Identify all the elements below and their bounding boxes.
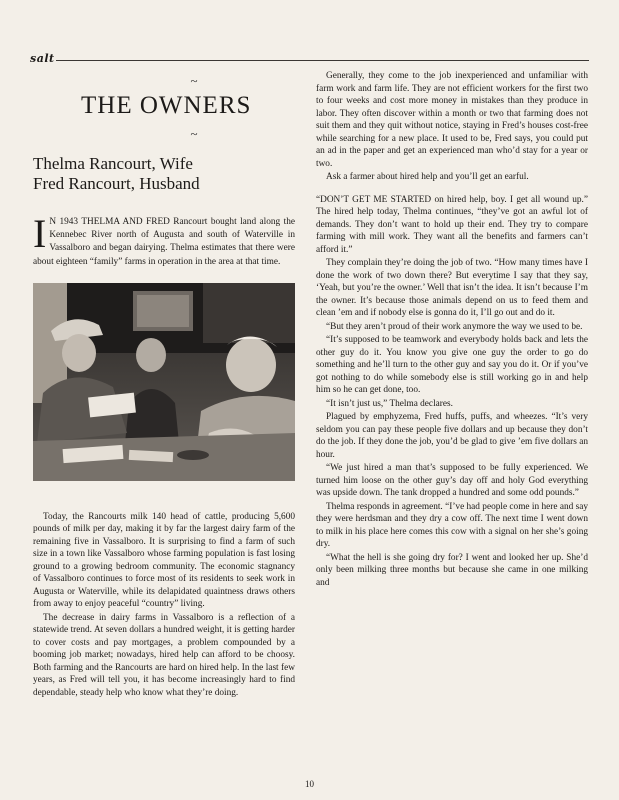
right-paragraph: “But they aren’t proud of their work anymore the way we used to be.	[326, 321, 583, 332]
right-paragraph: “It’s supposed to be teamwork and everybody holds back and lets the other guy do it. You know you give one guy the order to go do something and he’ll turn to the other guy and say you do it. Or if you’ve got nothing to do while somebody else is still working go in and help him so he can get done, too.	[316, 335, 588, 395]
header-rule	[56, 60, 589, 61]
right-paragraph: “DON’T GET ME STARTED on hired help, boy. I get all wound up.” The hired help today, Thelma continues, “they’ve got an awful lot of demands. They don’t want to hold up their end. They try to compare farming with mill work. They want all the benefits and farmers can’t afford it.”	[316, 194, 588, 255]
left-body-text	[33, 511, 295, 700]
subtitle-line-2: Fred Rancourt, Husband	[33, 174, 200, 193]
intro-paragraph	[33, 211, 295, 269]
left-column	[33, 70, 295, 700]
right-paragraph: Generally, they come to the job inexperienced and unfamiliar with farm work and farm life. They are not efficient workers for the first two to four weeks and cost more money in mistakes than they produce in labor. They often discover within a month or two that farming does not suit them and they quit without notice, staying in Fred’s houses cost-free while searching for a new place. It used to be, Fred says, you could put an ad in the paper and get an experienced man who’d stay for a year or two.	[316, 71, 588, 169]
right-paragraph: “We just hired a man that’s supposed to be fully experienced. We turned him loose on the other guy’s day off and holy God everything was upside down. The tank dropped a hundred and some odd pounds.”	[316, 463, 588, 498]
right-paragraph: Plagued by emphyzema, Fred huffs, puffs, and wheezes. “It’s very seldom you can pay these people five dollars and up because they don’t do the job. If they done the job, you’d be glad to give ’em five dollars an hour.	[316, 412, 588, 460]
right-paragraph: Thelma responds in agreement. “I’ve had people come in here and say they were herdsman and they dry a cow off. The next time I went down to milk in his place here comes this cow with a signal on her she’s going dry.	[316, 501, 588, 549]
intro-text: N 1943 THELMA AND FRED Rancourt bought land along the Kennebec River north of Augusta and south of Waterville in Vassalboro and began dairying. Thelma estimates that there were about eighteen “family” farms in operation in the area at that time.	[33, 217, 295, 267]
left-paragraph: The decrease in dairy farms in Vassalboro is a reflection of a statewide trend. At seven dollars a hundred weight, it is getting harder to cover costs and pay mortgages, a problem compounded by a booming job market; nowadays, hired help can afford to be choosy. Both farming and the Rancourts are hard on hired help. In the last few years, as Fred will tell you, it has become increasingly hard to find dependable, steady help who know what they’re doing.	[33, 612, 295, 698]
title-ornament-bottom: ~	[190, 126, 198, 141]
right-paragraph: “It isn’t just us,” Thelma declares.	[326, 398, 453, 409]
page-number: 10	[305, 779, 314, 789]
right-column	[316, 70, 588, 590]
photo-illustration	[33, 283, 295, 481]
section-title: THE OWNERS	[81, 92, 252, 119]
article-subtitle	[33, 154, 295, 194]
right-paragraph: Ask a farmer about hired help and you’ll get an earful.	[326, 172, 529, 182]
right-paragraph: They complain they’re doing the job of two. “How many times have I done the work of two down there? But everytime I say that they say, ‘Yeah, but you’re the owner.’ Well that isn’t the idea. It isn’t because I’m the owner. It’s because those animals depend on us to feed them and clean ’em and if nobody else is gonna do it, I’ll go out and do it.	[316, 258, 588, 318]
title-ornament-top: ~	[190, 73, 198, 88]
kitchen-table-photo	[33, 283, 295, 481]
subtitle-line-1: Thelma Rancourt, Wife	[33, 154, 193, 173]
magazine-logo: salt	[30, 52, 55, 65]
left-paragraph: Today, the Rancourts milk 140 head of cattle, producing 5,600 pounds of milk per day, making it by far the largest dairy farm of the remaining five in Vassalboro. It is surprising to find a farm of such size in a town like Vassalboro whose farming population is fast losing ground to a growing bedroom community. The economic stagnancy of Vassalboro continues to force most of its residents to seek work in Augusta or Waterville, while its delapidated quaintness draws others from away to enjoy peaceful “country” living.	[33, 511, 295, 610]
right-paragraph: “What the hell is she going dry for? I went and looked her up. She’d only been milking three months but because she came in one milking and	[316, 552, 588, 588]
drop-cap: I	[33, 211, 47, 256]
